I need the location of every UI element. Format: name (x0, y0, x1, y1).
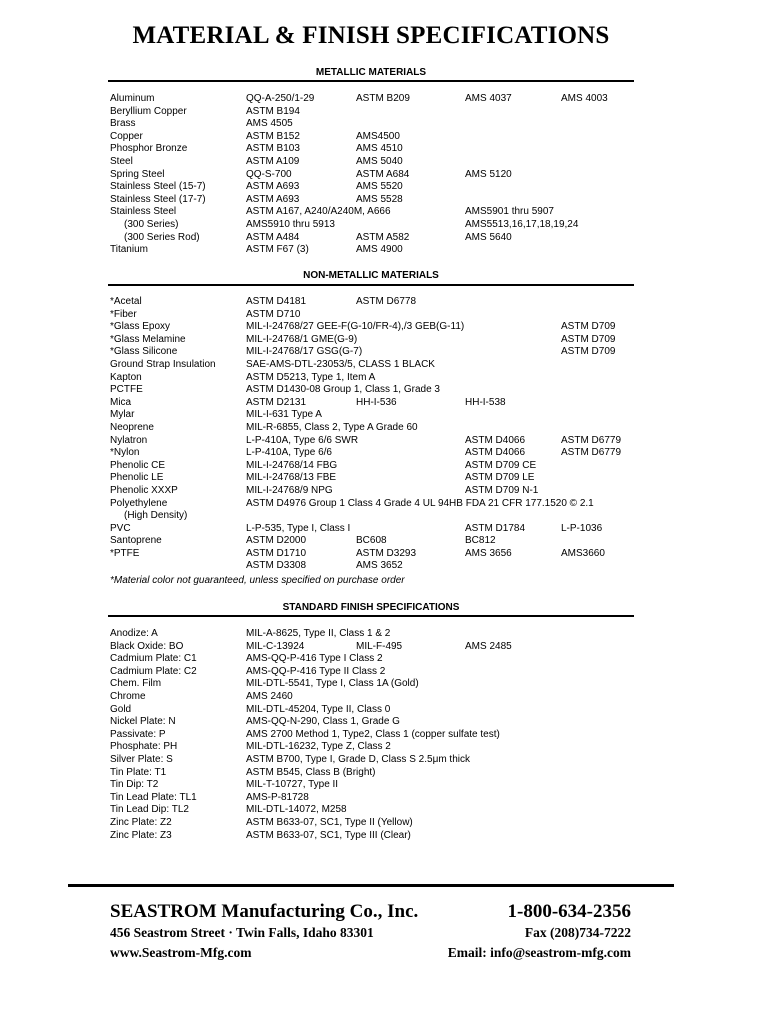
website-link[interactable]: www.Seastrom-Mfg.com (110, 945, 252, 960)
material-name: Phosphate: PH (110, 741, 178, 753)
spec-cell: BC608 (356, 535, 387, 547)
spec-cell: MIL-A-8625, Type II, Class 1 & 2 (246, 628, 391, 639)
spec-cell: L-P-535, Type I, Class I (246, 522, 351, 534)
spec-cell: AMS 5520 (356, 181, 403, 193)
spec-cell: ASTM D3308 (246, 560, 307, 572)
spec-cell: AMS5513,16,17,18,19,24 (465, 218, 579, 230)
spec-cell: ASTM D1784 (465, 522, 526, 534)
spec-cell: AMS4500 (356, 130, 400, 142)
spec-cell: ASTM D6779 (561, 447, 622, 459)
spec-cell: ASTM D4181 (246, 296, 307, 307)
spec-cell: AMS 2460 (246, 690, 293, 702)
spec-cell: L-P-410A, Type 6/6 SWR (246, 434, 359, 446)
spec-cell: AMS 2700 Method 1, Type2, Class 1 (copper sulfate test) (246, 728, 500, 740)
spec-cell: AMS-P-81728 (246, 791, 309, 803)
material-name: Stainless Steel (15-7) (110, 181, 206, 193)
material-name: Anodize: A (110, 628, 158, 639)
spec-cell: AMS 3656 (465, 547, 512, 559)
spec-cell: ASTM D2131 (246, 396, 307, 408)
material-name: Neoprene (110, 421, 154, 433)
material-name: *Nylon (110, 447, 140, 459)
spec-cell: ASTM A582 (356, 231, 410, 243)
spec-cell: MIL-I-24768/1 GME(G-9) (246, 333, 358, 345)
page-title: MATERIAL & FINISH SPECIFICATIONS (132, 22, 610, 49)
spec-cell: MIL-I-24768/13 FBE (246, 472, 337, 484)
spec-cell: SAE-AMS-DTL-23053/5, CLASS 1 BLACK (246, 358, 435, 370)
material-name: Nylatron (110, 434, 148, 446)
spec-cell: ASTM D5213, Type 1, Item A (246, 371, 376, 383)
material-name: Silver Plate: S (110, 753, 173, 765)
section-heading-nonmetallic: NON-METALLIC MATERIALS (303, 270, 439, 281)
section-rule (108, 615, 634, 617)
material-name: Chrome (110, 690, 146, 702)
material-name: Mylar (110, 409, 135, 421)
spec-cell: AMS 4900 (356, 244, 403, 256)
spec-cell: ASTM B103 (246, 143, 300, 155)
spec-cell: ASTM D2000 (246, 535, 307, 547)
material-name: Tin Lead Dip: TL2 (110, 804, 189, 816)
spec-cell: HH-I-536 (356, 396, 397, 408)
material-name: Phenolic LE (110, 472, 164, 484)
spec-cell: AMS 4505 (246, 118, 293, 130)
fax-number: Fax (208)734-7222 (524, 925, 631, 940)
section-heading-metallic: METALLIC MATERIALS (315, 67, 427, 78)
material-name: *Acetal (110, 296, 142, 307)
spec-cell: ASTM D709 CE (465, 459, 537, 471)
spec-cell: MIL-T-10727, Type II (246, 779, 339, 791)
spec-cell: AMS-QQ-P-416 Type II Class 2 (246, 665, 386, 677)
material-name: Passivate: P (110, 728, 166, 740)
spec-cell: ASTM A693 (246, 181, 300, 193)
spec-cell: ASTM D709 (561, 346, 616, 358)
spec-cell: ASTM D4976 Group 1 Class 4 Grade 4 UL 94HB FDA 21 CFR 177.1520 © 2.1 (246, 497, 594, 509)
material-name: Copper (110, 130, 143, 142)
spec-cell: HH-I-538 (465, 396, 506, 408)
spec-cell: ASTM B545, Class B (Bright) (246, 766, 376, 778)
spec-cell: ASTM D710 (246, 308, 301, 320)
spec-cell: QQ-A-250/1-29 (246, 93, 315, 104)
material-name: Santoprene (110, 535, 162, 547)
material-name: Kapton (110, 371, 142, 383)
spec-cell: ASTM B700, Type I, Grade D, Class S 2.5μm thick (246, 753, 470, 765)
spec-cell: AMS 4037 (465, 93, 512, 104)
spec-cell: ASTM B633-07, SC1, Type II (Yellow) (246, 816, 413, 828)
spec-cell: MIL-I-24768/9 NPG (246, 484, 333, 496)
footnote: *Material color not guaranteed, unless specified on purchase order (110, 575, 405, 586)
spec-cell: ASTM D709 N-1 (465, 484, 539, 496)
material-name: Zinc Plate: Z3 (110, 829, 172, 841)
spec-cell: QQ-S-700 (246, 168, 292, 180)
spec-cell: ASTM D709 LE (465, 472, 535, 484)
spec-cell: ASTM D1710 (246, 547, 307, 559)
spec-cell: MIL-I-24768/17 GSG(G-7) (246, 346, 363, 358)
spec-cell: MIL-DTL-14072, M258 (246, 804, 347, 816)
material-name: *Glass Melamine (110, 333, 186, 345)
material-name: (300 Series) (124, 218, 179, 230)
spec-cell: L-P-1036 (561, 522, 603, 534)
spec-cell: MIL-DTL-5541, Type I, Class 1A (Gold) (246, 678, 419, 690)
material-name: Spring Steel (110, 168, 165, 180)
material-name: Cadmium Plate: C2 (110, 665, 197, 677)
material-name: Stainless Steel (110, 206, 177, 218)
spec-cell: AMS-QQ-N-290, Class 1, Grade G (246, 716, 400, 728)
spec-cell: ASTM A167, A240/A240M, A666 (246, 206, 391, 218)
spec-cell: ASTM D3293 (356, 547, 417, 559)
spec-cell: AMS5901 thru 5907 (465, 206, 554, 218)
spec-cell: ASTM D709 (561, 321, 616, 333)
material-name: *Glass Silicone (110, 346, 178, 358)
material-name: Beryllium Copper (110, 105, 187, 117)
spec-cell: MIL-F-495 (356, 640, 403, 652)
spec-cell: ASTM D709 (561, 333, 616, 345)
material-name: PCTFE (110, 384, 143, 396)
spec-cell: MIL-I-24768/14 FBG (246, 459, 338, 471)
section-rule (108, 80, 634, 82)
material-name: Black Oxide: BO (110, 640, 184, 652)
spec-cell: ASTM B152 (246, 130, 300, 142)
material-name: Chem. Film (110, 678, 162, 690)
spec-cell: ASTM A684 (356, 168, 410, 180)
section-heading-finish: STANDARD FINISH SPECIFICATIONS (282, 602, 460, 613)
spec-cell: ASTM F67 (3) (246, 244, 309, 256)
material-name: Phenolic CE (110, 459, 166, 471)
material-name: Ground Strap Insulation (110, 358, 216, 370)
spec-cell: ASTM D6778 (356, 296, 417, 307)
spec-cell: MIL-I-24768/27 GEE-F(G-10/FR-4),/3 GEB(G-11) (246, 321, 465, 333)
material-name: Tin Dip: T2 (110, 779, 159, 791)
spec-cell: AMS-QQ-P-416 Type I Class 2 (246, 653, 383, 665)
spec-cell: AMS 4003 (561, 93, 608, 104)
spec-cell: MIL-I-631 Type A (246, 409, 322, 421)
spec-cell: ASTM A109 (246, 155, 300, 167)
spec-cell: AMS 3652 (356, 560, 403, 572)
material-name: Zinc Plate: Z2 (110, 816, 172, 828)
material-name: Phosphor Bronze (110, 143, 188, 155)
spec-cell: MIL-DTL-45204, Type II, Class 0 (246, 703, 391, 715)
spec-cell: ASTM B194 (246, 105, 300, 117)
spec-cell: AMS 5120 (465, 168, 512, 180)
spec-cell: ASTM D4066 (465, 447, 526, 459)
material-name: (High Density) (124, 510, 188, 522)
section-rule (108, 284, 634, 286)
material-name: Nickel Plate: N (110, 716, 176, 728)
material-name: Aluminum (110, 93, 155, 104)
material-name: *PTFE (110, 547, 140, 559)
material-name: *Fiber (110, 308, 137, 320)
material-name: (300 Series Rod) (124, 231, 200, 243)
spec-cell: ASTM B633-07, SC1, Type III (Clear) (246, 829, 411, 841)
spec-cell: BC812 (465, 535, 496, 547)
address: 456 Seastrom Street · Twin Falls, Idaho 83301 (110, 925, 374, 940)
material-name: Tin Lead Plate: TL1 (110, 791, 197, 803)
spec-cell: AMS5910 thru 5913 (246, 218, 335, 230)
material-name: Titanium (110, 244, 148, 256)
material-name: Mica (110, 396, 132, 408)
footer-rule (68, 884, 674, 887)
spec-cell: MIL-R-6855, Class 2, Type A Grade 60 (246, 421, 418, 433)
spec-cell: MIL-C-13924 (246, 640, 305, 652)
spec-cell: MIL-DTL-16232, Type Z, Class 2 (246, 741, 391, 753)
spec-cell: ASTM D6779 (561, 434, 622, 446)
spec-cell: AMS 2485 (465, 640, 512, 652)
spec-cell: ASTM A484 (246, 231, 300, 243)
spec-cell: ASTM D1430-08 Group 1, Class 1, Grade 3 (246, 384, 440, 396)
material-name: Steel (110, 155, 133, 167)
spec-cell: ASTM D4066 (465, 434, 526, 446)
material-name: Brass (110, 118, 136, 130)
email-link[interactable]: Email: info@seastrom-mfg.com (447, 945, 631, 960)
material-name: Stainless Steel (17-7) (110, 193, 206, 205)
spec-cell: AMS 4510 (356, 143, 403, 155)
company-name: SEASTROM Manufacturing Co., Inc. (110, 901, 419, 922)
phone-number: 1-800-634-2356 (507, 901, 631, 922)
material-name: Polyethylene (110, 497, 168, 509)
material-name: PVC (110, 522, 131, 534)
spec-cell: AMS 5528 (356, 193, 403, 205)
material-name: Cadmium Plate: C1 (110, 653, 197, 665)
spec-cell: L-P-410A, Type 6/6 (246, 447, 332, 459)
spec-cell: AMS3660 (561, 547, 605, 559)
material-name: *Glass Epoxy (110, 321, 171, 333)
spec-cell: AMS 5040 (356, 155, 403, 167)
spec-cell: ASTM A693 (246, 193, 300, 205)
spec-cell: ASTM B209 (356, 93, 410, 104)
material-name: Tin Plate: T1 (110, 766, 167, 778)
spec-cell: AMS 5640 (465, 231, 512, 243)
material-name: Phenolic XXXP (110, 484, 178, 496)
material-name: Gold (110, 703, 132, 715)
